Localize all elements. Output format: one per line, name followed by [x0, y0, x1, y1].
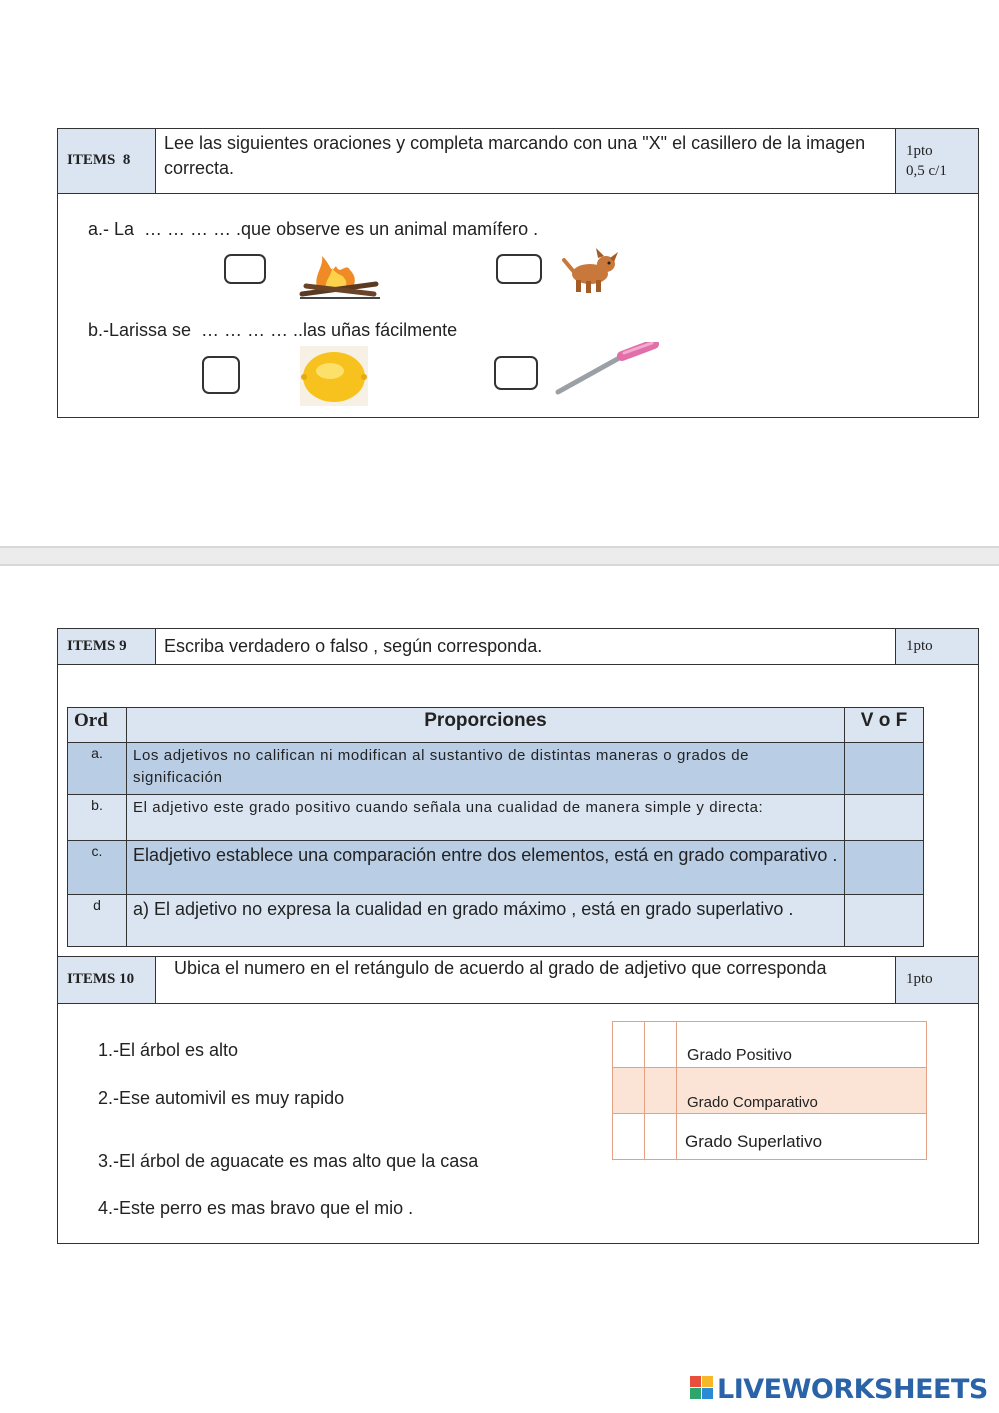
table-row: [68, 795, 924, 841]
table-row: [68, 895, 924, 947]
item9-label-cell: [57, 628, 156, 665]
grade-input-1[interactable]: [613, 1022, 645, 1068]
row-ord: d: [68, 895, 127, 947]
item9-instruction-cell: [155, 628, 896, 665]
grade-row: [613, 1068, 927, 1114]
true-false-table: [67, 707, 924, 947]
grade-label: Grado Comparativo: [677, 1068, 927, 1114]
item10-points: 1pto: [906, 971, 933, 987]
item10-instruction: Ubica el numero en el retángulo de acuerdo al grado de adjetivo que corresponda: [164, 958, 827, 978]
row-ord: a.: [68, 743, 127, 795]
grade-label: Grado Superlativo: [677, 1114, 927, 1160]
answer-cell-d[interactable]: [845, 895, 924, 947]
sentence-2: 2.-Ese automivil es muy rapido: [98, 1088, 345, 1108]
grade-input-3b[interactable]: [645, 1114, 677, 1160]
item8-points-cell: [895, 128, 979, 194]
grade-input-2b[interactable]: [645, 1068, 677, 1114]
item10-points-cell: [895, 956, 979, 1004]
table-header-row: [68, 708, 924, 743]
item10-label-cell: [57, 956, 156, 1004]
page-separator: [0, 546, 999, 566]
item9-points-cell: [895, 628, 979, 665]
col-ord: Ord: [68, 708, 127, 743]
item8-instruction-cell: [155, 128, 896, 194]
logo-grid-icon: [690, 1376, 714, 1402]
row-text: Los adjetivos no califican ni modifican al sustantivo de distintas maneras o grados de significación: [127, 743, 845, 795]
row-ord: b.: [68, 795, 127, 841]
item9-points: 1pto: [906, 638, 933, 654]
checkbox-fire[interactable]: [224, 254, 266, 284]
item8-instruction: Lee las siguientes oraciones y completa marcando con una "X" el casillero de la imagen correcta.: [164, 133, 866, 178]
dog-icon: [560, 246, 624, 296]
row-text: Eladjetivo establece una comparación entre dos elementos, está en grado comparativo .: [127, 841, 845, 895]
lemon-icon: [300, 346, 368, 406]
checkbox-nailfile[interactable]: [494, 356, 538, 390]
checkbox-lemon[interactable]: [202, 356, 240, 394]
item8-label-cell: [57, 128, 156, 194]
item8-points-line2: 0,5 c/1: [906, 163, 947, 179]
campfire-icon: [296, 248, 382, 300]
grade-table: [612, 1021, 927, 1160]
sentence-1: 1.-El árbol es alto: [98, 1040, 239, 1060]
item9-label: ITEMS 9: [67, 638, 127, 654]
table-row: [68, 743, 924, 795]
item8-label: ITEMS 8: [67, 152, 131, 168]
liveworksheets-logo: [690, 1373, 988, 1405]
grade-label: Grado Positivo: [677, 1022, 927, 1068]
grade-input-2[interactable]: [613, 1068, 645, 1114]
answer-cell-c[interactable]: [845, 841, 924, 895]
item8-points-line1: 1pto: [906, 143, 933, 159]
checkbox-dog[interactable]: [496, 254, 542, 284]
sentence-3: 3.-El árbol de aguacate es mas alto que la casa: [98, 1151, 479, 1171]
answer-cell-a[interactable]: [845, 743, 924, 795]
nail-file-icon: [552, 342, 660, 398]
item9-instruction: Escriba verdadero o falso , según corresponda.: [164, 636, 543, 656]
grade-input-3[interactable]: [613, 1114, 645, 1160]
item8-question-a: a.- La … … … … .que observe es un animal mamífero .: [88, 219, 539, 239]
answer-cell-b[interactable]: [845, 795, 924, 841]
row-text: a) El adjetivo no expresa la cualidad en grado máximo , está en grado superlativo .: [127, 895, 845, 947]
col-proporciones: Proporciones: [127, 708, 845, 743]
row-text: El adjetivo este grado positivo cuando señala una cualidad de manera simple y directa:: [127, 795, 845, 841]
item10-label: ITEMS 10: [67, 971, 135, 987]
brand-name: LIVEWORKSHEETS: [717, 1373, 988, 1405]
col-v-o-f: V o F: [845, 708, 924, 743]
grade-row: [613, 1114, 927, 1160]
item10-instruction-cell: [155, 956, 896, 1004]
row-ord: c.: [68, 841, 127, 895]
item8-question-b: b.-Larissa se … … … … ..las uñas fácilmente: [88, 320, 458, 340]
table-row: [68, 841, 924, 895]
sentence-4: 4.-Este perro es mas bravo que el mio .: [98, 1198, 414, 1218]
grade-row: [613, 1022, 927, 1068]
grade-input-1b[interactable]: [645, 1022, 677, 1068]
